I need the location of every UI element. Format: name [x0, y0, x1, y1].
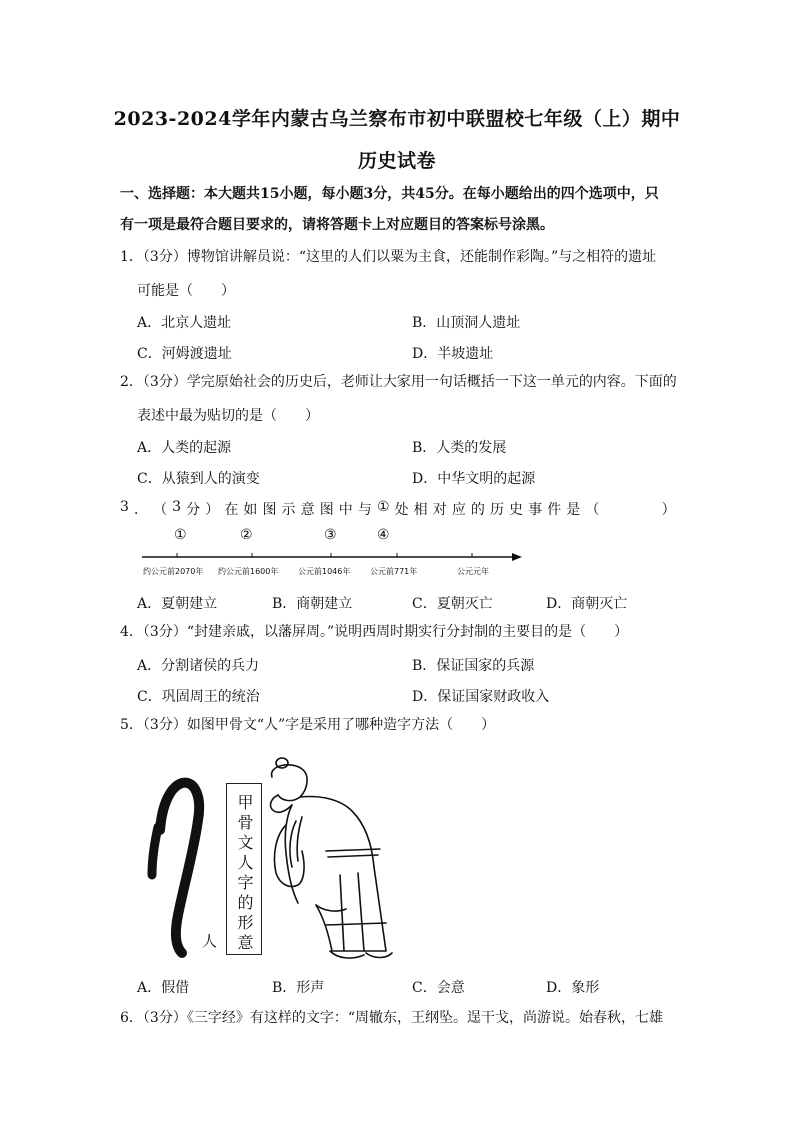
- exam-title-line2: 历史试卷: [357, 150, 436, 172]
- robe-folds: [316, 873, 386, 951]
- q3-stem-char: 应: [451, 502, 466, 518]
- q4-option-a: A．分割诸侯的兵力: [137, 658, 260, 674]
- timeline-mark-3: ③: [324, 527, 337, 543]
- timeline-label-3: 公元前1046年: [298, 567, 351, 576]
- q2-stem-cont: 表述中最为贴切的是（ ）: [137, 408, 319, 424]
- q4-option-d: D．保证国家财政收入: [412, 689, 550, 705]
- q3-stem-char: 是: [566, 502, 581, 518]
- q3-stem-char: 如: [243, 502, 258, 518]
- timeline-label-1: 约公元前2070年: [143, 567, 204, 576]
- q4-option-c: C．巩固周王的统治: [137, 689, 260, 705]
- bowing-figure-illustration: [262, 755, 422, 965]
- feet: [330, 951, 392, 958]
- q2-stem: 2．（3分）学完原始社会的历史后，老师让大家用一句话概括一下这一单元的内容。下面的: [120, 374, 677, 390]
- timeline-mark-1: ①: [174, 527, 187, 543]
- q5-option-a: A．假借: [137, 980, 190, 996]
- q1-stem: 1．（3分）博物馆讲解员说：“这里的人们以粟为主食，还能制作彩陶。”与之相符的遗址: [120, 249, 657, 265]
- timeline-mark-2: ②: [240, 527, 253, 543]
- sleeve-folds: [290, 817, 302, 867]
- q3-stem-char: 图: [319, 502, 334, 518]
- q1-option-b: B．山顶洞人遗址: [412, 315, 521, 331]
- q3-option-a: A．夏朝建立: [137, 596, 218, 612]
- q1-stem-cont: 可能是（ ）: [137, 283, 235, 299]
- q3-stem-char: 的: [470, 502, 485, 518]
- q3-stem-char: 处: [394, 502, 409, 518]
- oracle-bone-caption-box: [226, 783, 262, 955]
- q3-stem-char: （: [153, 502, 168, 518]
- q5-option-c: C．会意: [412, 980, 465, 996]
- q3-stem-char: （: [585, 502, 600, 518]
- glyph-arm-stroke: [152, 827, 158, 875]
- q3-stem-char: ①: [376, 499, 390, 515]
- q4-stem: 4．（3分）“封建亲戚，以藩屏周。”说明西周时期实行分封制的主要目的是（ ）: [120, 624, 629, 640]
- q3-stem: [120, 499, 676, 519]
- q3-stem-char: 图: [262, 502, 277, 518]
- q3-stem-char: 事: [528, 502, 543, 518]
- front-robe-outline: [285, 805, 298, 903]
- q3-stem-char: 分: [186, 502, 201, 518]
- q3-stem-char: 中: [338, 502, 353, 518]
- q3-stem-char: 对: [432, 502, 447, 518]
- q2-option-c: C．从猿到人的演变: [137, 471, 260, 487]
- q3-stem-char: 在: [224, 502, 239, 518]
- q3-stem-char: 史: [509, 502, 524, 518]
- q3-option-d: D．商朝灭亡: [546, 596, 628, 612]
- q2-option-b: B．人类的发展: [412, 440, 507, 456]
- q5-option-d: D．象形: [546, 980, 600, 996]
- glyph-main-stroke: [160, 783, 199, 953]
- q3-stem-char: [604, 499, 618, 519]
- q1-option-a: A．北京人遗址: [137, 315, 232, 331]
- q3-stem-char: 件: [547, 502, 562, 518]
- q3-stem-char: 示: [281, 502, 296, 518]
- q3-stem-char: 3: [172, 499, 182, 515]
- q3-stem-char: ）: [661, 502, 676, 518]
- timeline-axis: [140, 550, 525, 564]
- q1-option-c: C．河姆渡遗址: [137, 346, 232, 362]
- q3-stem-char: 意: [300, 502, 315, 518]
- q5-stem: 5．（3分）如图甲骨文“人”字是采用了哪种造字方法（ ）: [120, 717, 496, 733]
- q2-option-d: D．中华文明的起源: [412, 471, 536, 487]
- section-heading-line1: 一、选择题：本大题共15小题，每小题3分，共45分。在每小题给出的四个选项中，只: [120, 186, 659, 202]
- q3-stem-char: 与: [357, 502, 372, 518]
- q3-stem-char: ）: [205, 502, 220, 518]
- q2-option-a: A．人类的起源: [137, 440, 232, 456]
- timeline-label-4: 公元前771年: [370, 567, 418, 576]
- q3-stem-char: 历: [489, 502, 504, 518]
- q3-stem-char: [624, 499, 638, 519]
- q3-stem-char: 相: [413, 502, 428, 518]
- q5-option-b: B．形声: [272, 980, 325, 996]
- exam-title-line1: 2023-2024学年内蒙古乌兰察布市初中联盟校七年级（上）期中: [113, 108, 681, 130]
- timeline-label-2: 约公元前1600年: [218, 567, 279, 576]
- q1-option-d: D．半坡遗址: [412, 346, 494, 362]
- ren-character-label: 人: [202, 932, 218, 950]
- oracle-bone-caption: 甲骨文人字的形意: [235, 794, 254, 954]
- q6-stem: 6．（3分）《三字经》有这样的文字：“周辙东，王纲坠。逞干戈，尚游说。始春秋，七雄: [120, 1010, 663, 1026]
- timeline-arrow-icon: [512, 553, 522, 561]
- section-heading-line2: 有一项是最符合题目要求的，请将答题卡上对应题目的答案标号涂黑。: [120, 217, 554, 233]
- q3-stem-char: ．: [134, 502, 148, 518]
- q4-option-b: B．保证国家的兵源: [412, 658, 535, 674]
- q3-option-b: B．商朝建立: [272, 596, 353, 612]
- timeline-label-5: 公元元年: [457, 567, 489, 576]
- q3-stem-char: 3: [120, 499, 129, 515]
- q3-stem-char: [643, 499, 657, 519]
- q3-option-c: C．夏朝灭亡: [412, 596, 493, 612]
- timeline-mark-4: ④: [377, 527, 390, 543]
- robe-skirt: [316, 867, 386, 951]
